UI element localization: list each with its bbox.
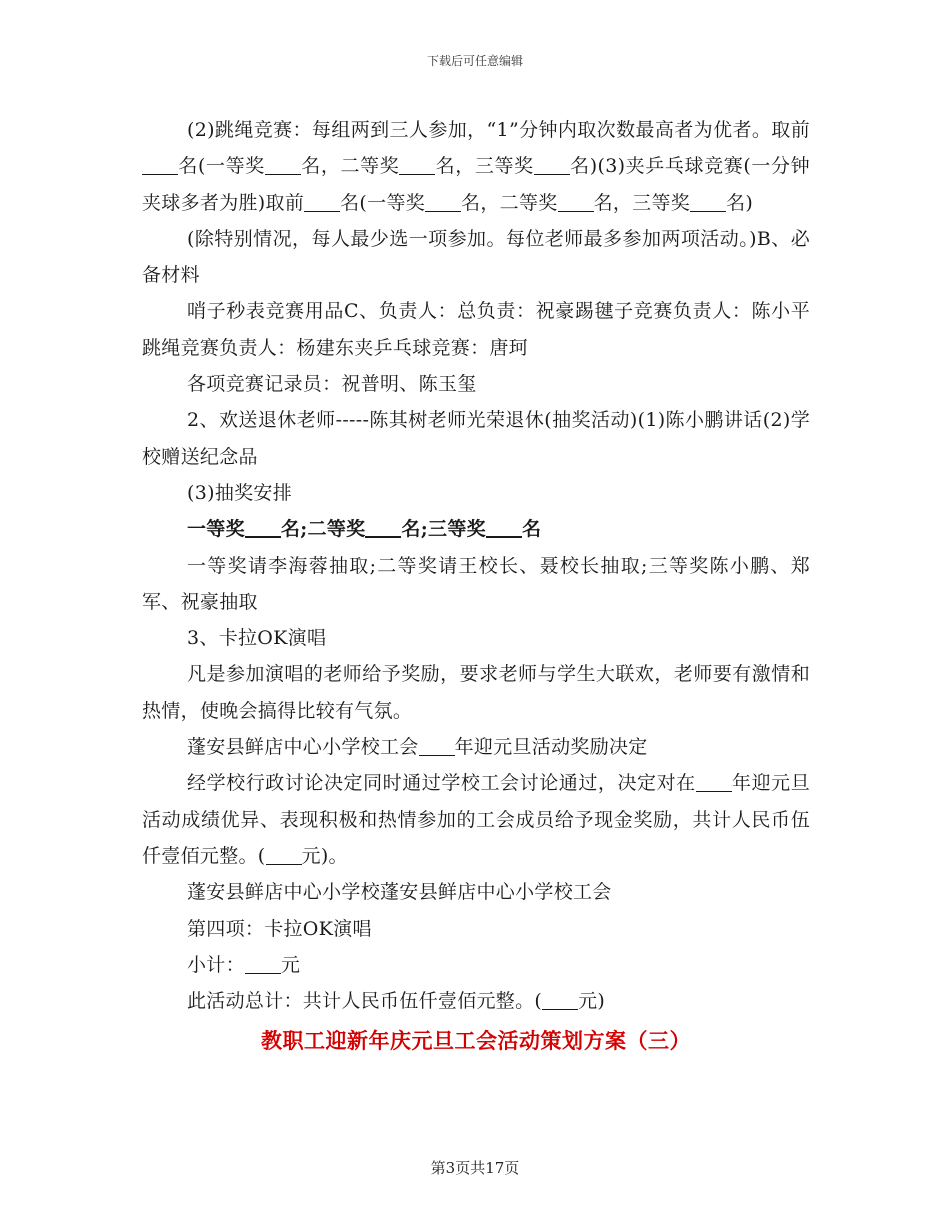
text-segment: 一等奖	[187, 518, 245, 541]
text-segment: 元	[280, 953, 301, 976]
paragraph-participation-rule: (除特别情况，每人最少选一项参加。每位老师最多参加两项活动。)B、必备材料	[142, 227, 810, 287]
text-segment: 名)	[726, 191, 754, 214]
text-segment: 名)(3)夹乒乓球竞赛(一分钟夹球多者为胜)取前	[142, 155, 810, 214]
paragraph-lottery-arrangement: (3)抽奖安排	[187, 481, 293, 504]
text-segment: 名(一等奖	[340, 191, 426, 214]
paragraph-singing-reward: 凡是参加演唱的老师给予奖励，要求老师与学生大联欢，老师要有激情和热情，使晚会搞得比较有气氛。	[142, 663, 810, 722]
fill-blank	[558, 192, 594, 212]
fill-blank	[365, 517, 401, 538]
section-title: 教职工迎新年庆元旦工会活动策划方案（三）	[261, 1028, 691, 1054]
text-segment: 蓬安县鲜店中心小学校工会	[187, 736, 419, 759]
text-segment: 名(一等奖	[178, 155, 265, 178]
fill-blank	[399, 155, 435, 175]
fill-blank	[304, 192, 340, 212]
text-segment: 名，三等奖	[435, 155, 534, 178]
text-segment: 经学校行政讨论决定同时通过学校工会讨论通过，决定对在	[187, 772, 696, 795]
fill-blank	[696, 772, 732, 792]
text-segment: 此活动总计：共计人民币伍仟壹佰元整。(	[187, 990, 543, 1013]
fill-blank	[266, 845, 302, 865]
document-body	[142, 112, 810, 1061]
paragraph-retirement: 2、欢送退休老师-----陈其树老师光荣退休(抽奖活动)(1)陈小鹏讲话(2)学校赠送纪念品	[142, 409, 810, 468]
paragraph-signature: 蓬安县鲜店中心小学校蓬安县鲜店中心小学校工会	[187, 881, 612, 904]
fill-blank	[245, 517, 281, 538]
text-segment: 名，二等奖	[300, 155, 400, 178]
fill-blank	[486, 517, 522, 538]
text-segment: 年迎元旦活动奖励决定	[454, 736, 648, 759]
paragraph-item-four: 第四项：卡拉OK演唱	[187, 917, 372, 940]
fill-blank	[534, 155, 570, 175]
text-segment: 小计：	[187, 953, 245, 976]
paragraph-subtotal	[142, 947, 810, 983]
fill-blank	[419, 736, 455, 756]
paragraph-materials-responsible: 哨子秒表竞赛用品C、负责人：总负责：祝豪踢毽子竞赛负责人：陈小平跳绳竞赛负责人：杨建东夹乒乓球竞赛：唐珂	[142, 300, 810, 359]
paragraph-total	[142, 983, 810, 1019]
fill-blank	[542, 990, 578, 1010]
text-segment: 名;二等奖	[280, 518, 366, 541]
text-segment: 年迎元旦活动成绩优异、表现积极和热情参加的工会成员给予现金奖励，共计人民币伍仟壹佰元整。(	[142, 772, 810, 867]
paragraph-prize-drawers: 一等奖请李海蓉抽取;二等奖请王校长、聂校长抽取;三等奖陈小鹏、郑军、祝豪抽取	[142, 554, 810, 613]
fill-blank	[690, 192, 726, 212]
fill-blank	[265, 155, 301, 175]
paragraph-reward-decision-title	[142, 729, 810, 765]
fill-blank	[425, 192, 461, 212]
text-segment: 元)。	[301, 844, 348, 867]
text-segment: 名，三等奖	[593, 191, 691, 214]
paragraph-reward-decision	[142, 765, 810, 874]
paragraph-recorders: 各项竞赛记录员：祝普明、陈玉玺	[187, 373, 477, 396]
paragraph-rope-skipping	[142, 112, 810, 221]
paragraph-prize-counts	[142, 511, 810, 547]
text-segment: 名;三等奖	[401, 518, 486, 541]
page-header: 下载后可任意编辑	[426, 54, 523, 68]
page-footer: 第3页共17页	[430, 1159, 520, 1177]
text-segment: 名，二等奖	[461, 191, 558, 214]
text-segment: (2)跳绳竞赛：每组两到三人参加，“1”分钟内取次数最高者为优者。取前	[187, 119, 810, 141]
fill-blank	[142, 155, 178, 175]
text-segment: 元)	[578, 990, 606, 1013]
paragraph-karaoke: 3、卡拉OK演唱	[187, 627, 327, 650]
text-segment: 名	[521, 518, 542, 541]
fill-blank	[245, 954, 281, 974]
